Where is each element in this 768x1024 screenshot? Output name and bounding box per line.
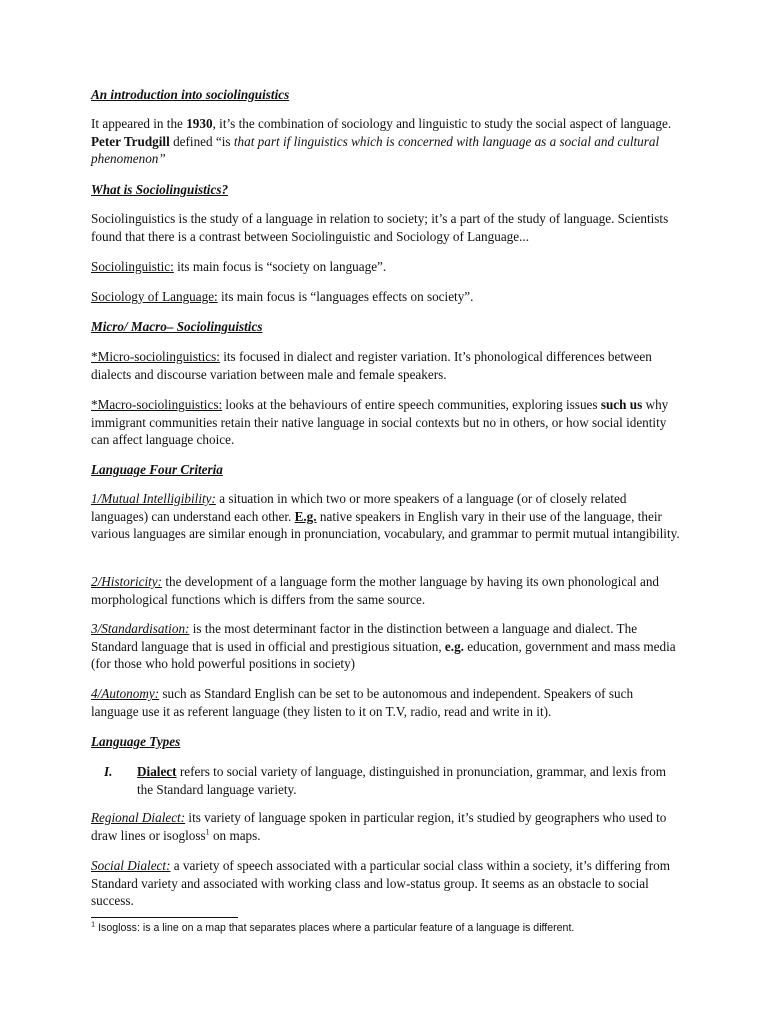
intro-person: Peter Trudgill — [91, 133, 170, 149]
criterion-3 — [91, 620, 683, 673]
list-numeral: I. — [104, 764, 113, 779]
term: Regional Dialect: — [91, 810, 186, 825]
what-is-paragraph: Sociolinguistics is the study of a language in relation to society; it’s a part of the study of language. Scientists found that there is a contrast between Sociolinguistic and Sociology of Language... — [91, 211, 669, 244]
definition-text: refers to social variety of language, distinguished in pronunciation, grammar, and lexis from the Standard language variety. — [137, 764, 667, 797]
definition-text: why immigrant communities retain their native language in social contexts but no in others, or how social identity can affect language choice. — [91, 397, 669, 448]
term: Social Dialect: — [91, 858, 171, 873]
footnote-separator — [91, 917, 238, 918]
footnote-reference: 1 — [205, 827, 210, 837]
micro-paragraph — [91, 348, 683, 383]
heading-four-criteria: Language Four Criteria — [91, 462, 223, 477]
definition-text: the development of a language form the mother language by having its own phonological and morphological functions which is differs from the same source. — [91, 574, 660, 607]
intro-text: It appeared in the — [91, 116, 187, 131]
example-marker: E.g. — [294, 508, 317, 524]
footnote-text: Isogloss: is a line on a map that separates places where a particular feature of a language is different. — [95, 922, 575, 934]
definition-text: on maps. — [209, 827, 261, 843]
term: Sociology of Language: — [91, 289, 218, 304]
term: 3/Standardisation: — [91, 621, 190, 636]
term: Sociolinguistic: — [91, 259, 174, 274]
definition-text: such as Standard English can be set to be autonomous and independent. Speakers of such language use it as referent language (they listen to it on T.V, radio, read and write in it). — [91, 686, 634, 719]
regional-dialect-paragraph — [91, 809, 683, 844]
term: 2/Historicity: — [91, 574, 163, 589]
intro-year: 1930 — [186, 116, 213, 131]
sociolinguistic-definition — [91, 258, 683, 276]
heading-what-is: What is Sociolinguistics? — [91, 182, 229, 197]
term: 1/Mutual Intelligibility: — [91, 491, 216, 506]
intro-quote: that part if linguistics which is concerned with language as a social and cultural phenomenon” — [91, 133, 660, 167]
social-dialect-paragraph — [91, 857, 683, 910]
term: 4/Autonomy: — [91, 686, 160, 701]
document-title: An introduction into sociolinguistics — [91, 87, 290, 102]
term: *Macro-sociolinguistics: — [91, 397, 223, 412]
definition-text: its focused in dialect and register variation. It’s phonological differences between dialects and discourse variation between male and female speakers. — [91, 349, 652, 382]
intro-paragraph — [91, 115, 683, 168]
heading-language-types: Language Types — [91, 734, 181, 749]
footnote — [91, 921, 691, 935]
definition-text: a situation in which two or more speakers of a language (or of closely related languages) can understand each other. — [91, 491, 627, 524]
sociology-of-language-definition — [91, 288, 683, 306]
definition-text: its main focus is “languages effects on society”. — [217, 289, 474, 304]
dialect-list-item — [137, 763, 683, 798]
criterion-4 — [91, 685, 683, 720]
macro-paragraph — [91, 396, 683, 449]
definition-text: its variety of language spoken in particular region, it’s studied by geographers who used to draw lines or isogloss — [91, 810, 667, 843]
heading-micro-macro: Micro/ Macro– Sociolinguistics — [91, 319, 263, 334]
definition-text: education, government and mass media (for those who hold powerful positions in society) — [91, 638, 676, 672]
definition-text: is the most determinant factor in the distinction between a language and dialect. The Standard language that is used in official and prestigious situation, — [91, 621, 638, 654]
criterion-1 — [91, 490, 683, 543]
definition-text: native speakers in English vary in their use of the language, their various languages are similar enough in pronunciation, vocabulary, and grammar to permit mutual intangibility. — [91, 508, 680, 542]
term: Dialect — [137, 764, 177, 779]
definition-text: looks at the behaviours of entire speech communities, exploring issues — [222, 397, 601, 412]
criterion-2 — [91, 573, 683, 608]
definition-text: its main focus is “society on language”. — [173, 259, 387, 274]
term: *Micro-sociolinguistics: — [91, 349, 220, 364]
intro-text: defined “is — [169, 133, 234, 149]
footnote-marker: 1 — [91, 919, 96, 929]
definition-text: a variety of speech associated with a particular social class within a society, it’s differing from Standard variety and associated with working class and low-status group. It seems as an obstacle to social success. — [91, 858, 670, 909]
example-marker: e.g. — [444, 638, 464, 654]
intro-text: , it’s the combination of sociology and linguistic to study the social aspect of language. — [212, 116, 672, 131]
bold-phrase: such us — [600, 397, 643, 412]
